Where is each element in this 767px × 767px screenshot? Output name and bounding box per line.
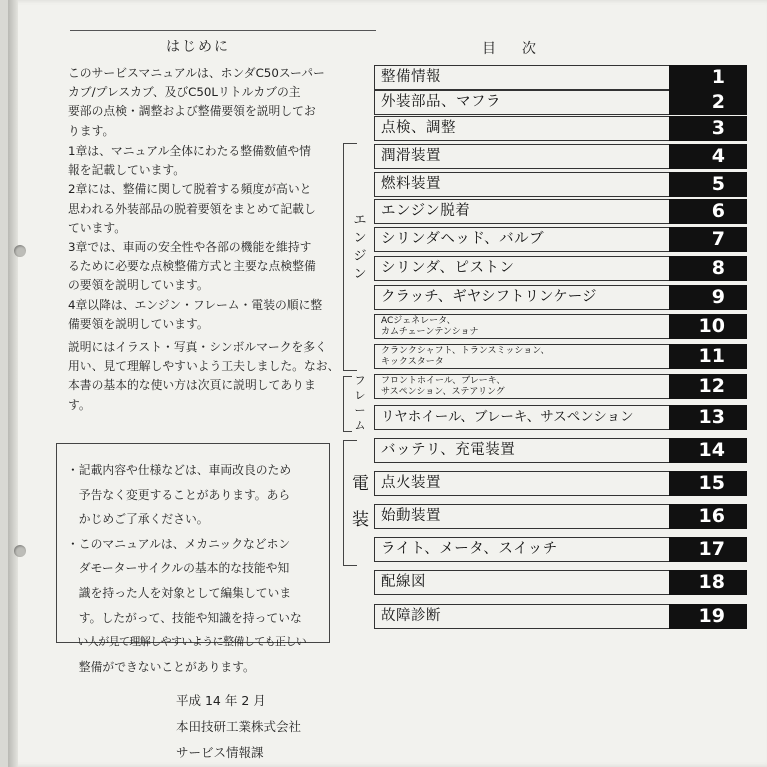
toc-item-3[interactable] [374, 116, 747, 141]
chapter-number-tab: 5 [669, 172, 747, 197]
toc-item-label: 始動装置 [381, 508, 441, 524]
toc-item-label: クラッチ、ギヤシフトリンケージ [381, 289, 597, 305]
notice-line: 整備ができないことがあります。 [67, 659, 255, 674]
chapter-number-tab: 6 [669, 199, 747, 224]
publisher-department: サービス情報課 [176, 745, 264, 760]
text-line: 用い、見て理解しやすいよう工夫しました。なお、 [68, 359, 340, 374]
toc-item-label: バッテリ、充電装置 [381, 442, 516, 458]
notice-line: ダモーターサイクルの基本的な技能や知 [67, 561, 290, 576]
chapter-number-tab: 7 [669, 227, 747, 252]
chapter-number-tab: 17 [669, 537, 747, 562]
toc-item-label: 外装部品、マフラ [381, 94, 501, 110]
text-line: 本書の基本的な使い方は次頁に説明してありま [68, 378, 316, 393]
toc-item-label: 配線図 [381, 574, 426, 590]
toc-item-label-line: ACジェネレータ、 [381, 316, 456, 326]
text-line: このサービスマニュアルは、ホンダC50スーパー [68, 66, 325, 80]
chapter-number-tab: 10 [669, 314, 747, 339]
text-line: 説明にはイラスト・写真・シンボルマークを多く [68, 340, 327, 354]
toc-item-1[interactable] [374, 65, 747, 90]
section-label-text: 電装 [352, 474, 369, 530]
toc-item-18[interactable] [374, 570, 747, 595]
chapter-number-tab: 15 [669, 471, 747, 496]
toc-item-10[interactable] [374, 314, 747, 339]
text-line: 2章には、整備に関して脱着する頻度が高いと [68, 182, 312, 197]
notice-line: 識を持った人を対象として編集していま [67, 585, 292, 600]
toc-item-label [381, 376, 505, 398]
chapter-number-tab: 18 [669, 570, 747, 595]
publication-date: 平成 14 年 2 月 [176, 693, 266, 708]
intro-paragraph-1 [68, 64, 348, 141]
toc-item-2[interactable] [374, 90, 747, 115]
chapter-number-tab: 16 [669, 504, 747, 529]
text-line: 1章は、マニュアル全体にわたる整備数値や情 [68, 144, 311, 158]
chapter-number-tab: 3 [669, 116, 747, 141]
toc-item-4[interactable] [374, 144, 747, 169]
intro-title: はじめに [166, 39, 230, 55]
toc-item-11[interactable] [374, 344, 747, 369]
toc-item-14[interactable] [374, 438, 747, 463]
toc-item-19[interactable] [374, 604, 747, 629]
text-line: ています。 [68, 220, 127, 235]
chapter-number-tab: 8 [669, 256, 747, 281]
chapter-number-tab: 11 [669, 344, 747, 369]
section-label-text: フレーム [354, 374, 366, 432]
text-line: るために必要な点検整備方式と主要な点検整備 [68, 259, 316, 274]
toc-item-label: 燃料装置 [381, 176, 441, 192]
toc-item-7[interactable] [374, 227, 747, 252]
toc-item-label: 潤滑装置 [381, 148, 441, 164]
intro-paragraph-3 [68, 338, 348, 415]
text-line: 備要領を説明しています。 [68, 316, 209, 331]
notice-line: す。したがって、技能や知識を持っていな [67, 610, 302, 625]
toc-item-label: シリンダ、ピストン [381, 260, 515, 276]
toc-item-12[interactable] [374, 374, 747, 399]
toc-item-label-line: クランクシャフト、トランスミッション、 [381, 346, 550, 356]
frame-section-label [352, 373, 368, 433]
text-line: 要部の点検・調整および整備要領を説明してお [68, 104, 316, 119]
toc-item-label: 点火装置 [381, 475, 441, 491]
toc-title: 目 次 [482, 41, 542, 57]
toc-item-label: 整備情報 [381, 69, 441, 85]
chapter-number-tab: 2 [669, 90, 747, 115]
notice-box [56, 443, 330, 674]
text-line: 報を記載しています。 [68, 163, 186, 178]
top-rule [70, 30, 376, 31]
notice-line: ・記載内容や仕様などは、車両改良のため [67, 463, 292, 477]
toc-item-15[interactable] [374, 471, 747, 496]
text-line: 4章以降は、エンジン・フレーム・電装の順に整 [68, 297, 323, 312]
text-line: す。 [68, 397, 91, 412]
toc-item-16[interactable] [374, 504, 747, 529]
toc-item-label: ライト、メータ、スイッチ [381, 541, 558, 557]
chapter-number-tab: 1 [669, 65, 747, 90]
electrical-section-label [352, 466, 368, 538]
toc-item-label: エンジン脱着 [381, 203, 471, 219]
chapter-number-tab: 19 [669, 604, 747, 629]
toc-item-label: 故障診断 [381, 608, 441, 624]
chapter-number-tab: 4 [669, 144, 747, 169]
chapter-number-tab: 14 [669, 438, 747, 463]
manual-page [8, 0, 767, 767]
toc-item-5[interactable] [374, 172, 747, 197]
toc-item-label-line: キックスタータ [381, 357, 444, 367]
toc-item-label-line: カムチェーンテンショナ [381, 327, 479, 337]
toc-item-label-line: フロントホイール、ブレーキ、 [381, 376, 506, 386]
text-line: カブ/プレスカブ、及びC50Lリトルカブの主 [68, 85, 301, 100]
toc-item-label [381, 316, 479, 338]
publisher-name: 本田技研工業株式会社 [176, 719, 302, 734]
toc-item-13[interactable] [374, 405, 747, 430]
binder-hole [14, 545, 26, 557]
toc-item-17[interactable] [374, 537, 747, 562]
toc-item-label: リヤホイール、ブレーキ、サスペンション [381, 409, 634, 425]
toc-item-label: 点検、調整 [381, 120, 456, 136]
binder-hole [14, 245, 26, 257]
toc-item-8[interactable] [374, 256, 747, 281]
toc-item-9[interactable] [374, 285, 747, 310]
toc-item-label [381, 346, 549, 368]
chapter-number-tab: 12 [669, 374, 747, 399]
notice-line: い人が見て理解しやすいように整備しても正しい [67, 635, 307, 649]
chapter-number-tab: 9 [669, 285, 747, 310]
text-line: 思われる外装部品の脱着要領をまとめて記載し [68, 201, 316, 216]
text-line: の要領を説明しています。 [68, 278, 209, 293]
toc-item-label-line: サスペンション、ステアリング [381, 387, 505, 397]
intro-paragraph-2 [68, 142, 348, 334]
binding-edge [8, 0, 18, 767]
chapter-number-tab: 13 [669, 405, 747, 430]
toc-item-6[interactable] [374, 199, 747, 224]
section-label-text: エンジン [353, 213, 367, 282]
notice-line: 予告なく変更することがあります。あら [67, 487, 291, 502]
engine-section-label [352, 212, 368, 284]
notice-line: かじめご了承ください。 [67, 512, 209, 527]
text-line: ります。 [68, 123, 115, 138]
notice-line: ・このマニュアルは、メカニックなどホン [67, 536, 291, 551]
toc-item-label: シリンダヘッド、バルブ [381, 231, 545, 247]
text-line: 3章では、車両の安全性や各部の機能を維持す [68, 240, 312, 255]
